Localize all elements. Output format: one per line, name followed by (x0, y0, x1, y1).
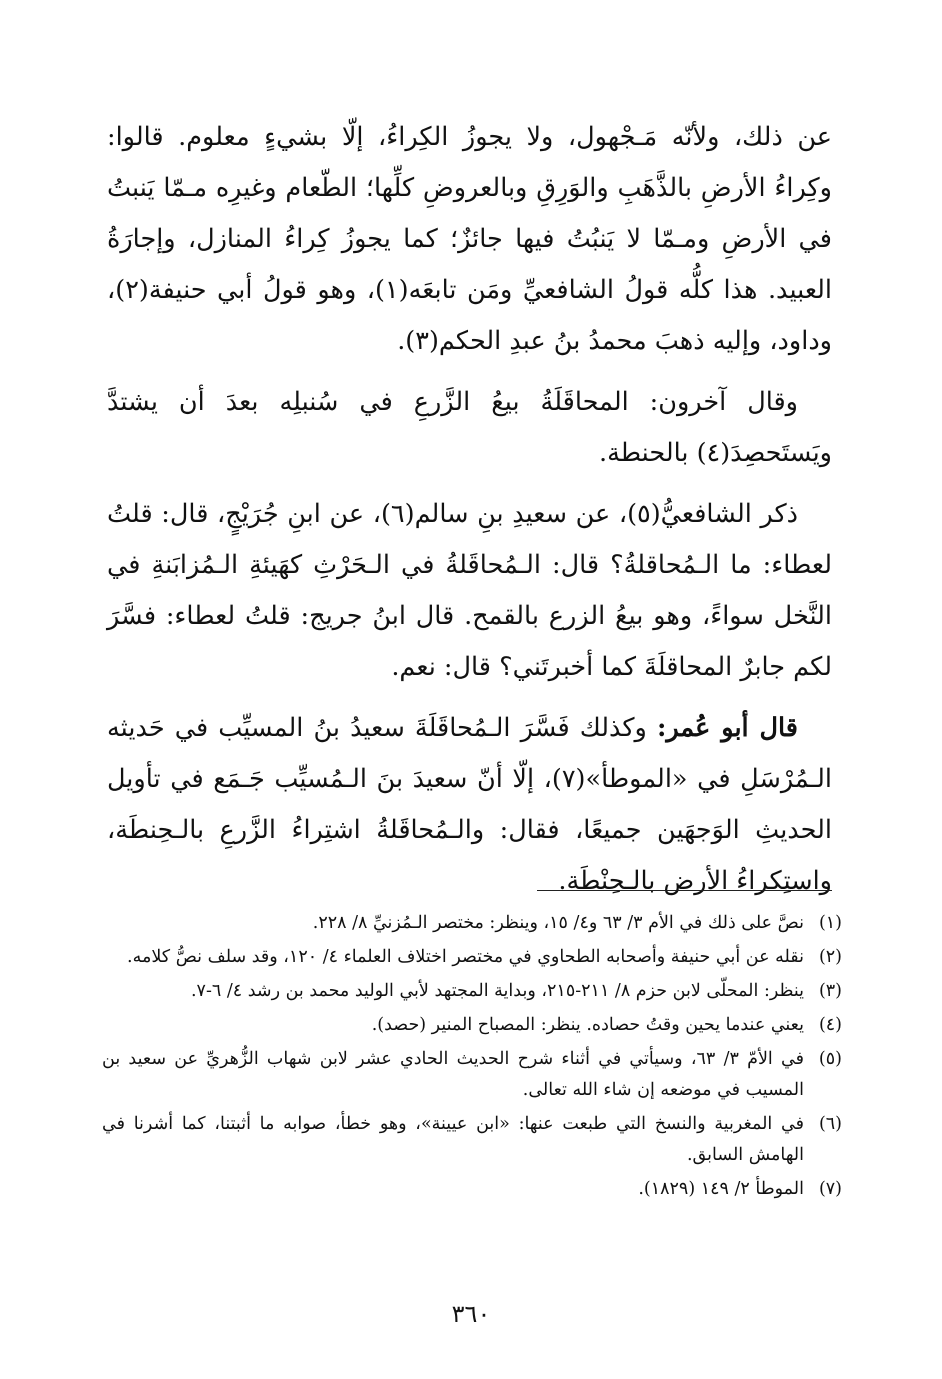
paragraph-4: قال أبو عُمر: وكذلك فَسَّرَ الـمُحاقَلَةَ سعيدُ بنُ المسيِّب في حَديثه الـمُرْسَلِ في «الموطأ»(٧)، إلّا أنّ سعيدَ بنَ الـمُسيِّب جَـمَع في تأويل الحديثِ الوَجهَين جميعًا، فقال: والـمُحاقَلةُ اشتِراءُ الزَّرعِ بالـحِنطَة، واستِكراءُ الأرض بالـحِنْطَة. (107, 713, 832, 896)
footnote-separator (537, 890, 832, 891)
paragraph-3: ذكر الشافعيُّ(٥)، عن سعيدِ بنِ سالم(٦)، عن ابنِ جُرَيْجٍ، قال: قلتُ لعطاء: ما الـمُحاقلةُ؟ قال: الـمُحاقَلةُ في الـحَرْثِ كهَيئةِ الـمُزابَنةِ في النَّخل سواءً، وهو بيعُ الزرع بالقمح. قال ابنُ جريج: قلتُ لعطاء: فسَّرَ لكم جابرٌ المحاقلَةَ كما أخبرتَني؟ قال: نعم. (107, 499, 832, 682)
footnote-3: (٣)ينظر: المحلّى لابن حزم ٨/ ٢١١-٢١٥، وبداية المجتهد لأبي الوليد محمد بن رشد ٤/ ٦-٧. (190, 981, 842, 1001)
paragraph-lead: قال أبو عُمر: (656, 713, 798, 743)
footnote-7: (٧)الموطأ ٢/ ١٤٩ (١٨٢٩). (638, 1179, 842, 1199)
footnote-1: (١)نصَّ على ذلك في الأم ٣/ ٦٣ و٤/ ١٥، وينظر: مختصر الـمُزنيِّ ٨/ ٢٢٨. (312, 913, 842, 933)
paragraph-2: وقال آخرون: المحاقَلَةُ بيعُ الزَّرعِ في سُنبلِه بعدَ أن يشتدَّ ويَستَحصِدَ(٤) بالحنطة. (107, 387, 832, 468)
footnote-6: (٦)في المغربية والنسخ التي طبعت عنها: «ابن عيينة»، وهو خطأ، صوابه ما أثبتنا، كما أشرنا في الهامش السابق. (102, 1114, 842, 1165)
footnote-4: (٤)يعني عندما يحين وقتُ حصاده. ينظر: المصباح المنير (حصد). (371, 1015, 842, 1035)
footnotes (102, 908, 842, 1208)
paragraph-1: عن ذلك، ولأنّه مَـجْهول، ولا يجوزُ الكِراءُ، إلّا بشيءٍ معلوم. قالوا: وكِراءُ الأرضِ بالذَّهَبِ والوَرِقِ وبالعروضِ كلِّها؛ الطّعام وغيرِه مـمّا يَنبتُ في الأرضِ ومـمّا لا يَنبُتُ فيها جائزٌ؛ كما يجوزُ كِراءُ المنازل، وإجارَةُ العبيد. هذا كلُّه قولُ الشافعيِّ ومَن تابعَه(١)، وهو قولُ أبي حنيفة(٢)، وداود، وإليه ذهبَ محمدُ بنُ عبدِ الحكم(٣). (107, 122, 832, 356)
footnote-2: (٢)نقله عن أبي حنيفة وأصحابه الطحاوي في مختصر اختلاف العلماء ٤/ ١٢٠، وقد سلف نصُّ كلامه. (127, 947, 842, 967)
footnote-5: (٥)في الأمّ ٣/ ٦٣، وسيأتي في أثناء شرح الحديث الحادي عشر لابن شهاب الزُّهريِّ عن سعيد بن المسيب في موضعه إن شاء الله تعالى. (102, 1049, 842, 1100)
page-number: ٣٦٠ (451, 1300, 491, 1328)
main-text (107, 112, 832, 917)
